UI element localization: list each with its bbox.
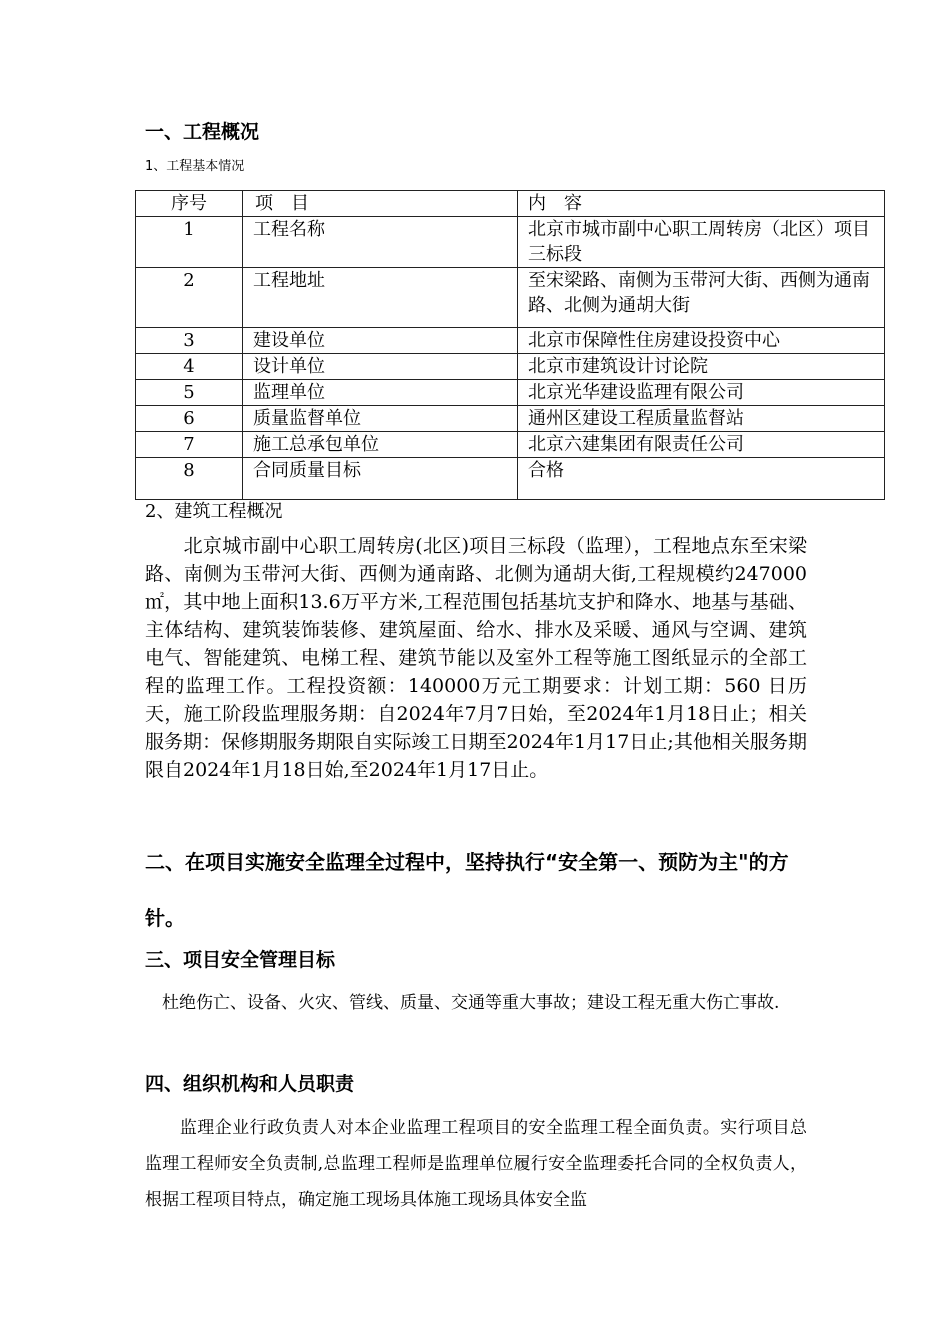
table-row [136,432,885,458]
row-content: 北京光华建设监理有限公司 [518,380,885,406]
organization-paragraph: 监理企业行政负责人对本企业监理工程项目的安全监理工程全面负责。实行项目总监理工程师安全负责制,总监理工程师是监理单位履行安全监理委托合同的全权负责人，根据工程项目特点，确定施工现场具体施工现场具体安全监 [145,1118,807,1210]
table-row [136,268,885,328]
row-item: 工程名称 [243,217,518,268]
row-item: 监理单位 [243,380,518,406]
row-item: 合同质量目标 [243,458,518,500]
row-no: 5 [136,380,243,406]
row-content: 北京六建集团有限责任公司 [518,432,885,458]
section-4-title: 四、组织机构和人员职责 [145,1073,355,1095]
row-no: 2 [136,268,243,328]
table-header-row [136,191,885,217]
table-row [136,328,885,354]
row-no: 1 [136,217,243,268]
table-row [136,406,885,432]
table-row [136,217,885,268]
row-item: 设计单位 [243,354,518,380]
header-content: 内 容 [518,191,885,217]
safety-goal-paragraph: 杜绝伤亡、设备、火灾、管线、质量、交通等重大事故；建设工程无重大伤亡事故. [145,993,780,1013]
row-content: 北京市保障性住房建设投资中心 [518,328,885,354]
row-content: 合格 [518,458,885,500]
table-row [136,380,885,406]
row-content: 北京市建筑设计讨论院 [518,354,885,380]
row-item: 工程地址 [243,268,518,328]
section-1-title: 一、工程概况 [145,121,260,143]
overview-paragraph: 北京城市副中心职工周转房(北区)项目三标段（监理），工程地点东至宋梁路、南侧为玉带河大街、西侧为通南路、北侧为通胡大街,工程规模约247000㎡，其中地上面积13.6万平方米,工程范围包括基坑支护和降水、地基与基础、主体结构、建筑装饰装修、建筑屋面、给水、排水及采暖、通风与空调、建筑电气、智能建筑、电梯工程、建筑节能以及室外工程等施工图纸显示的全部工程的监理工作。工程投资额：140000万元工期要求：计划工期：560 日历天，施工阶段监理服务期：自2024年7月7日始，至2024年1月18日止；相关服务期：保修期服务期限自实际竣工日期至2024年1月17日止;其他相关服务期限自2024年1月18日始,至2024年1月17日止。 [145,535,807,781]
subsection-1-2-title: 2、建筑工程概况 [145,501,283,522]
row-no: 7 [136,432,243,458]
row-no: 3 [136,328,243,354]
section-2-title: 二、在项目实施安全监理全过程中，坚持执行“安全第一、预防为主"的方针。 [145,850,789,930]
table-row [136,458,885,500]
row-content: 至宋梁路、南侧为玉带河大街、西侧为通南路、北侧为通胡大街 [518,268,885,328]
row-item: 建设单位 [243,328,518,354]
project-info-table [135,190,885,500]
row-item: 质量监督单位 [243,406,518,432]
row-no: 8 [136,458,243,500]
row-no: 6 [136,406,243,432]
header-no: 序号 [136,191,243,217]
subsection-1-1-title: 1、工程基本情况 [145,159,245,174]
table-row [136,354,885,380]
header-item: 项 目 [243,191,518,217]
row-no: 4 [136,354,243,380]
row-content: 通州区建设工程质量监督站 [518,406,885,432]
row-item: 施工总承包单位 [243,432,518,458]
row-content: 北京市城市副中心职工周转房（北区）项目三标段 [518,217,885,268]
section-3-title: 三、项目安全管理目标 [145,949,336,971]
